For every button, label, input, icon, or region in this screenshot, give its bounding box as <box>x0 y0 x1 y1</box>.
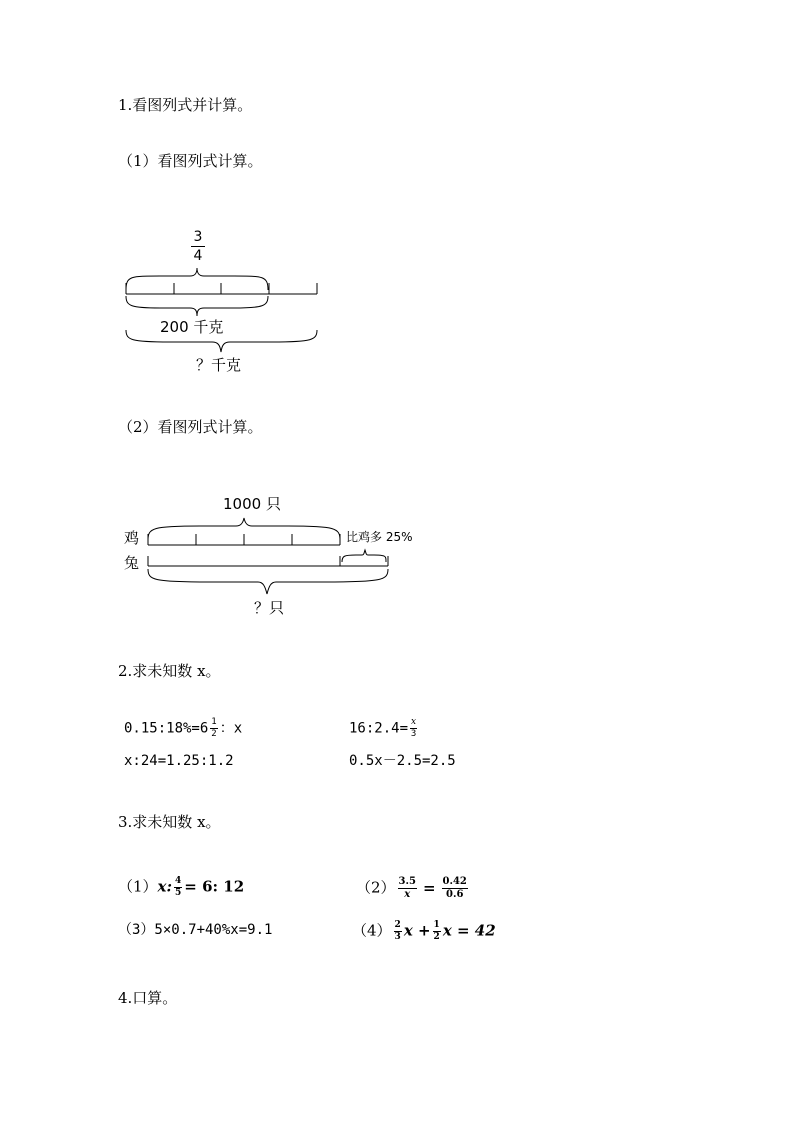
equation-1-left: 0.15:18%=6 <box>124 720 209 737</box>
q4-heading: 4.口算。 <box>118 989 178 1007</box>
count-label: 1000 只 <box>223 495 281 513</box>
fraction-denominator: 2 <box>211 729 217 739</box>
equation-2-left: 16:2.4= <box>349 720 409 737</box>
fraction-x-3 <box>410 718 417 739</box>
fraction-denominator: x <box>404 889 411 900</box>
more-percent-label: 比鸡多 25% <box>346 530 413 544</box>
problem-2-equals: = <box>422 878 436 897</box>
fraction-1-2 <box>210 718 217 739</box>
bottom-brace-total <box>148 569 388 594</box>
fraction-0.42-0.6 <box>442 877 468 900</box>
extra-brace <box>342 550 386 562</box>
fraction-denominator: 3 <box>394 932 401 942</box>
chicken-label: 鸡 <box>124 529 140 547</box>
problem-4-middle: x + <box>403 921 431 940</box>
problem-1-label: （1） <box>118 877 158 896</box>
fraction-denominator: 0.6 <box>446 889 464 900</box>
fraction-2-3 <box>394 921 402 942</box>
q1-part1-label: （1）看图列式计算。 <box>118 152 263 170</box>
problem-1-right: = 6: 12 <box>184 877 245 896</box>
question-count-label: ？只 <box>254 599 285 617</box>
q1-heading: 1.看图列式并计算。 <box>118 96 253 114</box>
rabbit-label: 兔 <box>124 554 140 572</box>
equation-1 <box>124 718 242 739</box>
fraction-numerator: 2 <box>394 920 401 930</box>
fraction-numerator: x <box>411 717 417 727</box>
fraction-numerator: 3.5 <box>398 876 416 887</box>
weight-label: 200 千克 <box>160 318 224 336</box>
fraction-denominator: 2 <box>433 932 440 942</box>
equation-4: 0.5x－2.5=2.5 <box>349 753 456 769</box>
equation-1-right: ：x <box>219 720 243 737</box>
fraction-denominator: 4 <box>193 248 203 264</box>
fraction-numerator: 3 <box>193 229 203 245</box>
q3-heading: 3.求未知数 x。 <box>118 813 221 831</box>
equation-2 <box>349 718 419 739</box>
fraction-denominator: 5 <box>175 888 182 898</box>
fraction-numerator: 1 <box>433 920 440 930</box>
equation-3: x:24=1.25:1.2 <box>124 753 234 769</box>
fraction-3.5-x <box>398 877 417 900</box>
q2-heading: 2.求未知数 x。 <box>118 662 221 680</box>
fraction-numerator: 4 <box>175 876 182 886</box>
problem-2-label: （2） <box>356 878 396 897</box>
fraction-4-5 <box>174 877 182 898</box>
problem-1 <box>118 877 244 898</box>
problem-4-right: x = 42 <box>442 921 496 940</box>
problem-4 <box>352 921 496 942</box>
fraction-1-2b <box>433 921 441 942</box>
fraction-numerator: 0.42 <box>442 876 467 887</box>
problem-1-left: x: <box>157 877 173 896</box>
q1-part2-label: （2）看图列式计算。 <box>118 418 263 436</box>
problem-2 <box>356 877 470 900</box>
fraction-numerator: 1 <box>211 717 217 727</box>
fraction-denominator: 3 <box>410 729 417 739</box>
problem-4-label: （4） <box>352 921 392 940</box>
question-weight-label: ？千克 <box>196 356 242 374</box>
problem-3: （3）5×0.7+40%x=9.1 <box>118 922 273 938</box>
